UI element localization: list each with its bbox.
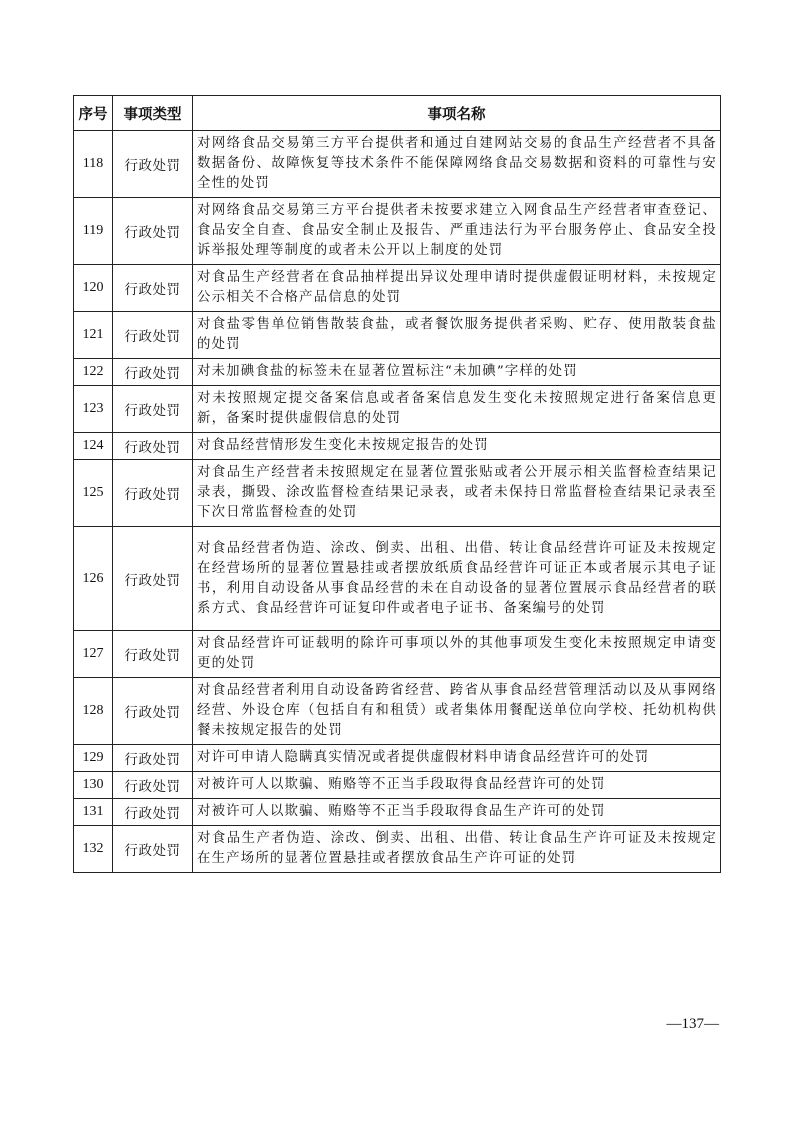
- row-name: 对网络食品交易第三方平台提供者未按要求建立入网食品生产经营者审查登记、食品安全自查、食品安全制止及报告、严重违法行为平台服务停止、食品安全投诉举报处理等制度的或者未公开以上制度的处罚: [193, 198, 721, 265]
- row-seq: 125: [74, 460, 113, 527]
- row-type: 行政处罚: [113, 131, 193, 198]
- header-seq: 序号: [74, 96, 113, 131]
- table-row: [74, 826, 721, 873]
- row-seq: 129: [74, 745, 113, 772]
- row-type: 行政处罚: [113, 772, 193, 799]
- row-name: 对被许可人以欺骗、贿赂等不正当手段取得食品经营许可的处罚: [193, 772, 721, 799]
- row-seq: 124: [74, 433, 113, 460]
- row-name: 对食品经营者伪造、涂改、倒卖、出租、出借、转让食品经营许可证及未按规定在经营场所的显著位置悬挂或者摆放纸质食品经营许可证正本或者展示其电子证书，利用自动设备从事食品经营的未在自动设备的显著位置展示食品经营者的联系方式、食品经营许可证复印件或者电子证书、备案编号的处罚: [193, 527, 721, 631]
- page-number: —137—: [666, 1016, 719, 1032]
- row-seq: 123: [74, 386, 113, 433]
- row-seq: 132: [74, 826, 113, 873]
- row-name: 对网络食品交易第三方平台提供者和通过自建网站交易的食品生产经营者不具备数据备份、故障恢复等技术条件不能保障网络食品交易数据和资料的可靠性与安全性的处罚: [193, 131, 721, 198]
- row-name: 对许可申请人隐瞒真实情况或者提供虚假材料申请食品经营许可的处罚: [193, 745, 721, 772]
- row-type: 行政处罚: [113, 678, 193, 745]
- header-type: 事项类型: [113, 96, 193, 131]
- row-type: 行政处罚: [113, 527, 193, 631]
- row-seq: 122: [74, 359, 113, 386]
- row-seq: 131: [74, 799, 113, 826]
- row-name: 对食品生产经营者在食品抽样提出异议处理申请时提供虚假证明材料，未按规定公示相关不合格产品信息的处罚: [193, 265, 721, 312]
- row-name: 对食品生产经营者未按照规定在显著位置张贴或者公开展示相关监督检查结果记录表，撕毁、涂改监督检查结果记录表，或者未保持日常监督检查结果记录表至下次日常监督检查的处罚: [193, 460, 721, 527]
- row-name: 对食品经营情形发生变化未按规定报告的处罚: [193, 433, 721, 460]
- row-type: 行政处罚: [113, 265, 193, 312]
- table-row: [74, 198, 721, 265]
- row-seq: 121: [74, 312, 113, 359]
- row-type: 行政处罚: [113, 460, 193, 527]
- table-row: [74, 631, 721, 678]
- row-seq: 120: [74, 265, 113, 312]
- header-row: [74, 96, 721, 131]
- table-row: [74, 386, 721, 433]
- row-type: 行政处罚: [113, 799, 193, 826]
- row-seq: 128: [74, 678, 113, 745]
- row-type: 行政处罚: [113, 198, 193, 265]
- row-seq: 130: [74, 772, 113, 799]
- row-type: 行政处罚: [113, 433, 193, 460]
- table-row: [74, 772, 721, 799]
- row-seq: 118: [74, 131, 113, 198]
- row-seq: 127: [74, 631, 113, 678]
- row-name: 对食盐零售单位销售散装食盐，或者餐饮服务提供者采购、贮存、使用散装食盐的处罚: [193, 312, 721, 359]
- row-name: 对未按照规定提交备案信息或者备案信息发生变化未按照规定进行备案信息更新，备案时提供虚假信息的处罚: [193, 386, 721, 433]
- row-type: 行政处罚: [113, 359, 193, 386]
- row-seq: 126: [74, 527, 113, 631]
- header-name: 事项名称: [193, 96, 721, 131]
- row-name: 对被许可人以欺骗、贿赂等不正当手段取得食品生产许可的处罚: [193, 799, 721, 826]
- row-type: 行政处罚: [113, 312, 193, 359]
- table-row: [74, 527, 721, 631]
- row-seq: 119: [74, 198, 113, 265]
- table-row: [74, 312, 721, 359]
- table-row: [74, 131, 721, 198]
- row-type: 行政处罚: [113, 826, 193, 873]
- table-row: [74, 433, 721, 460]
- table-row: [74, 460, 721, 527]
- table-body: [74, 131, 721, 873]
- row-type: 行政处罚: [113, 386, 193, 433]
- table-row: [74, 745, 721, 772]
- row-type: 行政处罚: [113, 745, 193, 772]
- table-row: [74, 799, 721, 826]
- row-name: 对食品经营许可证载明的除许可事项以外的其他事项发生变化未按照规定申请变更的处罚: [193, 631, 721, 678]
- table-row: [74, 265, 721, 312]
- table-row: [74, 678, 721, 745]
- row-type: 行政处罚: [113, 631, 193, 678]
- row-name: 对食品生产者伪造、涂改、倒卖、出租、出借、转让食品生产许可证及未按规定在生产场所的显著位置悬挂或者摆放食品生产许可证的处罚: [193, 826, 721, 873]
- row-name: 对未加碘食盐的标签未在显著位置标注“未加碘”字样的处罚: [193, 359, 721, 386]
- table-row: [74, 359, 721, 386]
- items-table: [73, 95, 721, 873]
- row-name: 对食品经营者利用自动设备跨省经营、跨省从事食品经营管理活动以及从事网络经营、外设仓库（包括自有和租赁）或者集体用餐配送单位向学校、托幼机构供餐未按规定报告的处罚: [193, 678, 721, 745]
